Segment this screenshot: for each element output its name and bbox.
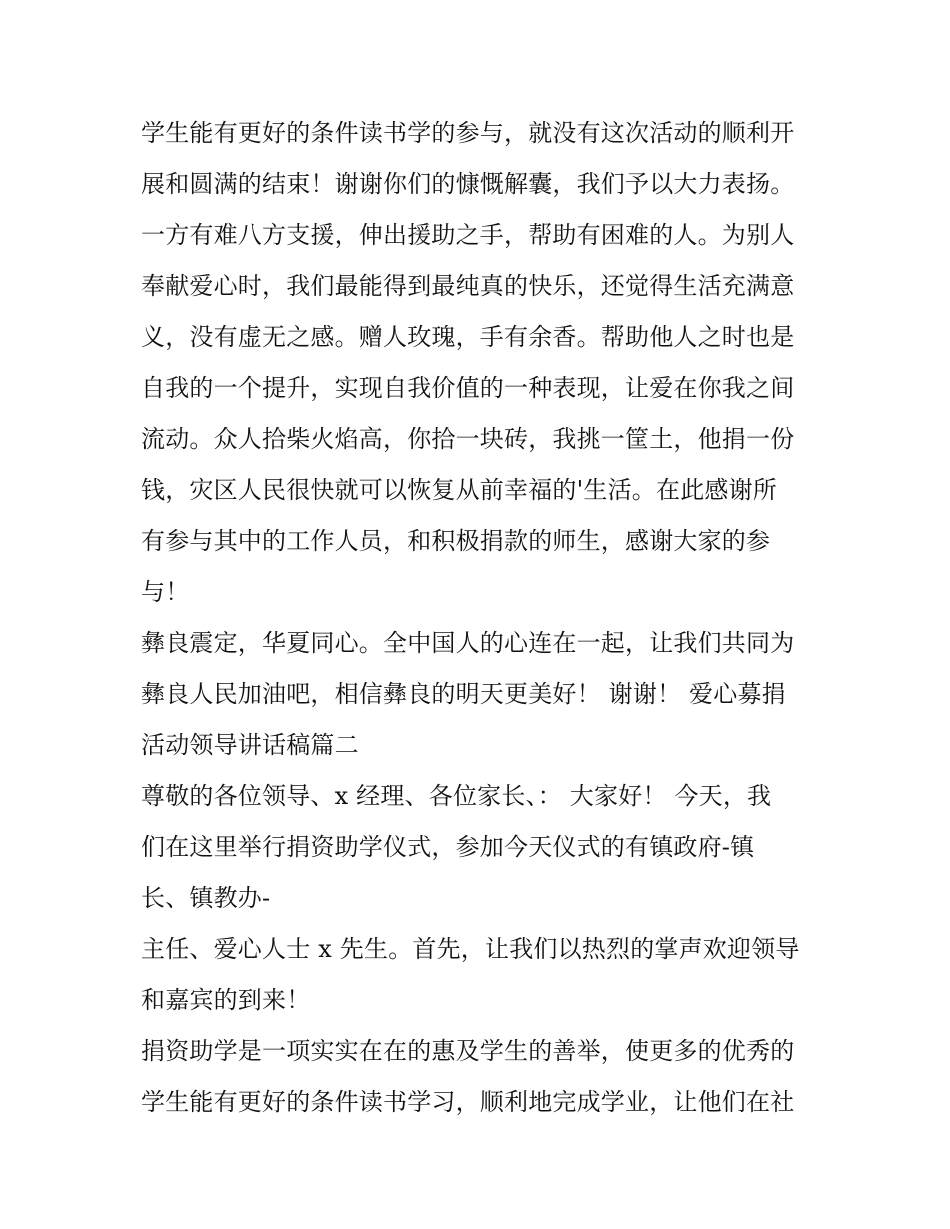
text-line-6: 自我的一个提升，实现自我价值的一种表现，让爱在你我之间 [141,374,795,402]
text-line-14: 尊敬的各位领导、x 经理、各位家长、： 大家好！ 今天，我 [141,782,772,810]
text-line-11: 彝良震定，华夏同心。全中国人的心连在一起，让我们共同为 [141,629,795,657]
text-line-1: 学生能有更好的条件读书学的参与，就没有这次活动的顺利开 [141,119,795,147]
document-body [141,108,821,1128]
text-line-18: 和嘉宾的到来！ [141,986,311,1014]
text-line-3: 一方有难八方支援，伸出援助之手，帮助有困难的人。为别人 [141,221,795,249]
text-line-20: 学生能有更好的条件读书学习，顺利地完成学业，让他们在社 [141,1088,795,1116]
text-line-19: 捐资助学是一项实实在在的惠及学生的善举，使更多的优秀的 [141,1037,795,1065]
text-line-17: 主任、爱心人士 x 先生。首先，让我们以热烈的掌声欢迎领导 [141,935,800,963]
text-line-15: 们在这里举行捐资助学仪式，参加今天仪式的有镇政府-镇 [141,833,755,861]
text-line-8: 钱，灾区人民很快就可以恢复从前幸福的'生活。在此感谢所 [141,476,777,504]
section-heading: 活动领导讲话稿篇二 [141,731,359,759]
text-line-16: 长、镇教办- [141,884,271,912]
text-line-10: 与！ [141,578,190,606]
text-line-12: 彝良人民加油吧，相信彝良的明天更美好！ 谢谢！ 爱心募捐 [141,680,786,708]
text-line-7: 流动。众人拾柴火焰高，你拾一块砖，我挑一筐土，他捐一份 [141,425,795,453]
text-line-2: 展和圆满的结束！谢谢你们的慷慨解囊，我们予以大力表扬。 [141,170,795,198]
text-line-5: 义，没有虚无之感。赠人玫瑰，手有余香。帮助他人之时也是 [141,323,795,351]
text-line-4: 奉献爱心时，我们最能得到最纯真的快乐，还觉得生活充满意 [141,272,795,300]
text-line-9: 有参与其中的工作人员，和积极捐款的师生，感谢大家的参 [141,527,771,555]
